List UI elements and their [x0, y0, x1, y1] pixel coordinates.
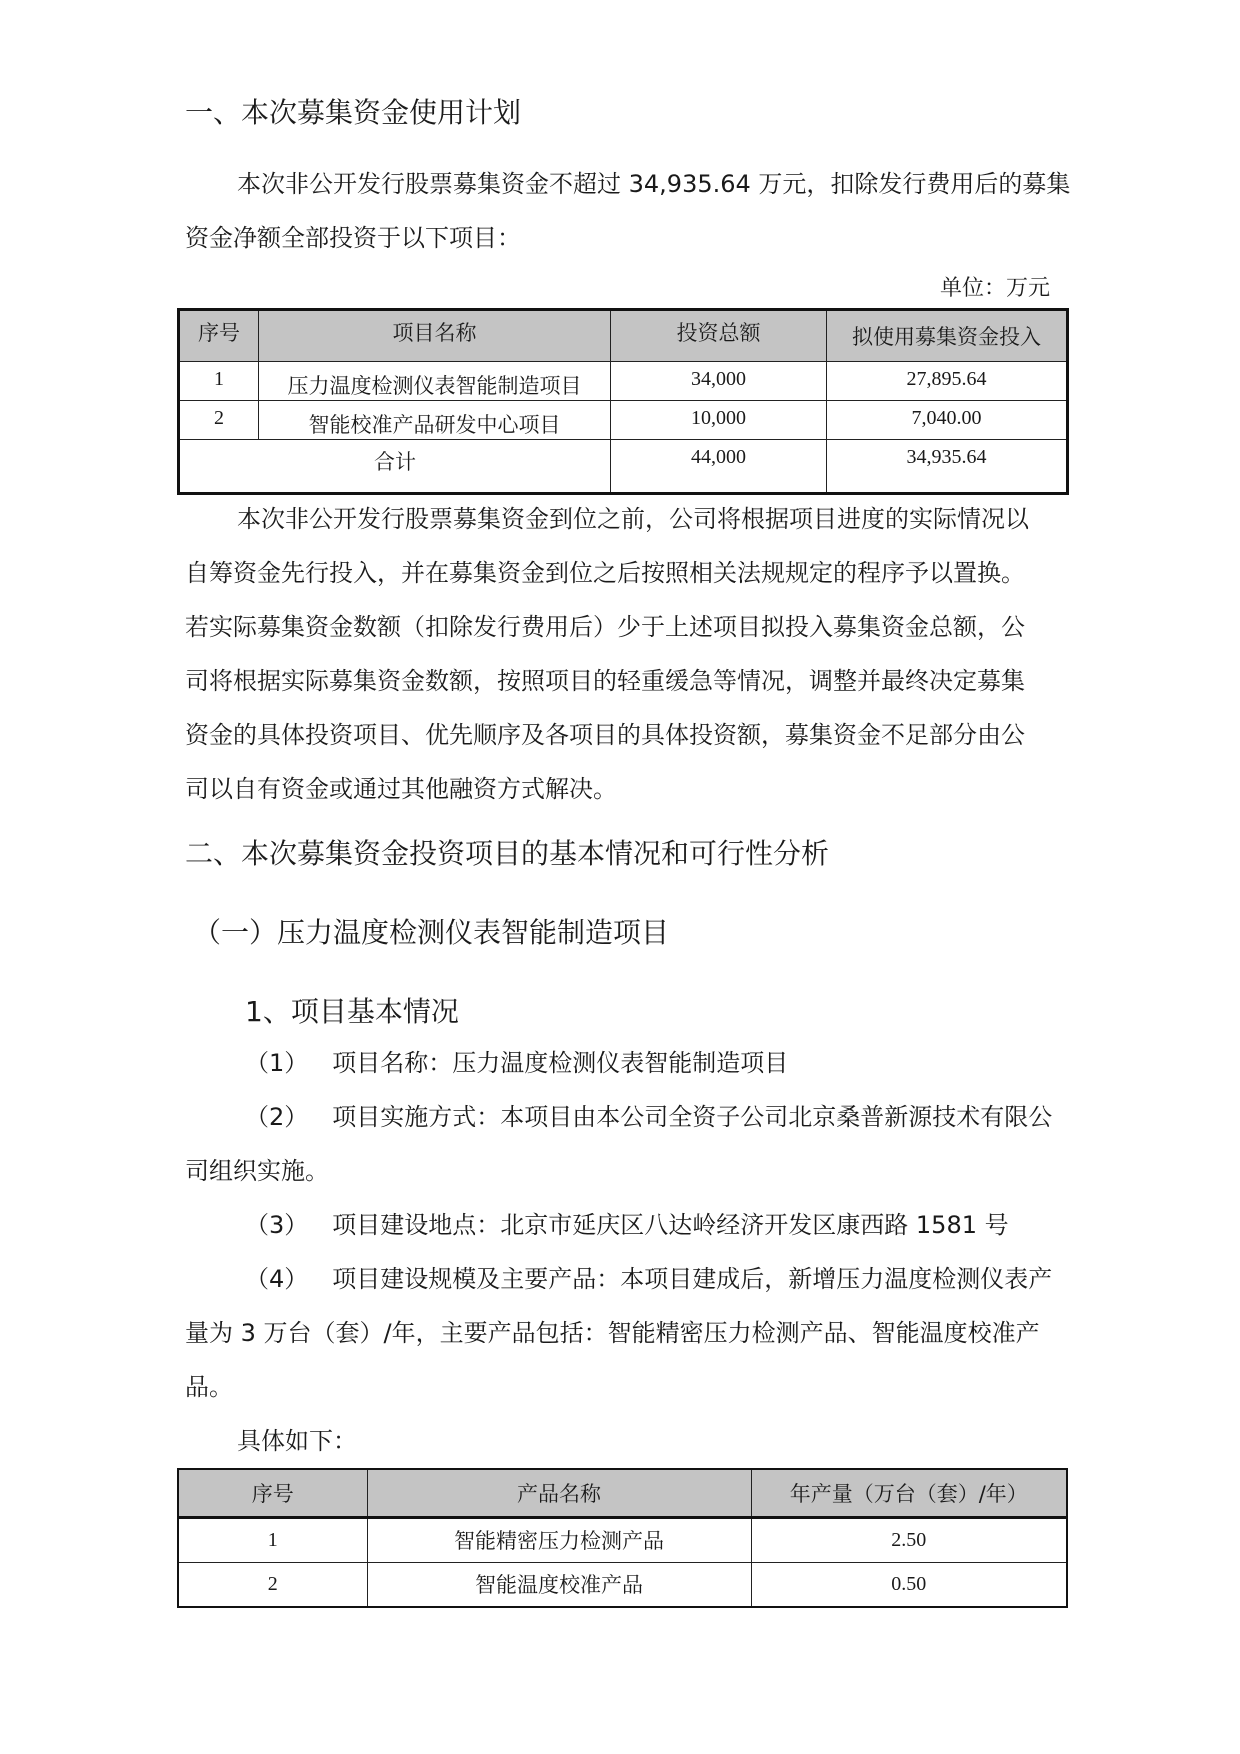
- total-label: 合计: [179, 440, 611, 494]
- product-table: [177, 1468, 1068, 1608]
- table-row: [179, 401, 1068, 440]
- header-no: 序号: [179, 310, 259, 362]
- row-no: 1: [178, 1517, 367, 1562]
- table-total-row: [179, 440, 1068, 494]
- section2-subsubheading: 1、项目基本情况: [245, 995, 459, 1028]
- header-project-name: 项目名称: [259, 310, 611, 362]
- table-row: [179, 362, 1068, 401]
- row-output: 0.50: [751, 1562, 1067, 1607]
- row-output: 2.50: [751, 1517, 1067, 1562]
- table-row: [178, 1562, 1067, 1607]
- item-label: （2）: [245, 1103, 309, 1131]
- header-raised-funds: 拟使用募集资金投入: [827, 310, 1068, 362]
- header-product-name: 产品名称: [367, 1469, 751, 1517]
- row-no: 2: [179, 401, 259, 440]
- row-product-name: 智能温度校准产品: [367, 1562, 751, 1607]
- row-project-name: 智能校准产品研发中心项目: [259, 401, 611, 440]
- row-total: 10,000: [611, 401, 827, 440]
- row-no: 1: [179, 362, 259, 401]
- item-label: （3）: [245, 1211, 309, 1239]
- item-text: 项目建设规模及主要产品：本项目建成后，新增压力温度检测仪表产: [332, 1265, 1053, 1293]
- row-product-name: 智能精密压力检测产品: [367, 1517, 751, 1562]
- row-no: 2: [178, 1562, 367, 1607]
- total-investment-sum: 44,000: [611, 440, 827, 494]
- intro-line-1: 本次非公开发行股票募集资金不超过 34,935.64 万元，扣除发行费用后的募集: [237, 170, 1071, 198]
- detail-label: 具体如下：: [237, 1427, 357, 1455]
- item-4-cont2: 品。: [185, 1373, 233, 1401]
- item-label: （4）: [245, 1265, 309, 1293]
- row-raised: 7,040.00: [827, 401, 1068, 440]
- table-header-row: [178, 1469, 1067, 1517]
- investment-table: [177, 308, 1069, 495]
- item-4-cont: 量为 3 万台（套）/年，主要产品包括：智能精密压力检测产品、智能温度校准产: [185, 1319, 1040, 1347]
- section2-subheading: （一）压力温度检测仪表智能制造项目: [193, 916, 670, 949]
- body-line-1: 本次非公开发行股票募集资金到位之前，公司将根据项目进度的实际情况以: [237, 505, 1029, 533]
- item-3: [245, 1198, 1009, 1252]
- body-line-3: 若实际募集资金数额（扣除发行费用后）少于上述项目拟投入募集资金总额，公: [185, 613, 1025, 641]
- body-line-2: 自筹资金先行投入，并在募集资金到位之后按照相关法规规定的程序予以置换。: [185, 559, 1025, 587]
- header-no: 序号: [178, 1469, 367, 1517]
- section1-heading: 一、本次募集资金使用计划: [185, 96, 522, 129]
- table-row: [178, 1517, 1067, 1562]
- body-line-6: 司以自有资金或通过其他融资方式解决。: [185, 775, 617, 803]
- item-4: [245, 1252, 1052, 1306]
- body-line-4: 司将根据实际募集资金数额，按照项目的轻重缓急等情况，调整并最终决定募集: [185, 667, 1025, 695]
- header-annual-output: 年产量（万台（套）/年）: [751, 1469, 1067, 1517]
- row-project-name: 压力温度检测仪表智能制造项目: [259, 362, 611, 401]
- item-2-cont: 司组织实施。: [185, 1157, 329, 1185]
- table-header-row: [179, 310, 1068, 362]
- item-text: 项目实施方式：本项目由本公司全资子公司北京桑普新源技术有限公: [332, 1103, 1053, 1131]
- intro-line-2: 资金净额全部投资于以下项目：: [185, 224, 521, 252]
- row-raised: 27,895.64: [827, 362, 1068, 401]
- item-text: 项目名称：压力温度检测仪表智能制造项目: [332, 1049, 789, 1077]
- item-2: [245, 1090, 1052, 1144]
- unit-label: 单位：万元: [939, 276, 1050, 301]
- item-text: 项目建设地点：北京市延庆区八达岭经济开发区康西路 1581 号: [332, 1211, 1009, 1239]
- total-raised-sum: 34,935.64: [827, 440, 1068, 494]
- body-line-5: 资金的具体投资项目、优先顺序及各项目的具体投资额，募集资金不足部分由公: [185, 721, 1025, 749]
- row-total: 34,000: [611, 362, 827, 401]
- item-label: （1）: [245, 1049, 309, 1077]
- item-1: [245, 1036, 788, 1090]
- header-total-investment: 投资总额: [611, 310, 827, 362]
- section2-heading: 二、本次募集资金投资项目的基本情况和可行性分析: [185, 837, 830, 870]
